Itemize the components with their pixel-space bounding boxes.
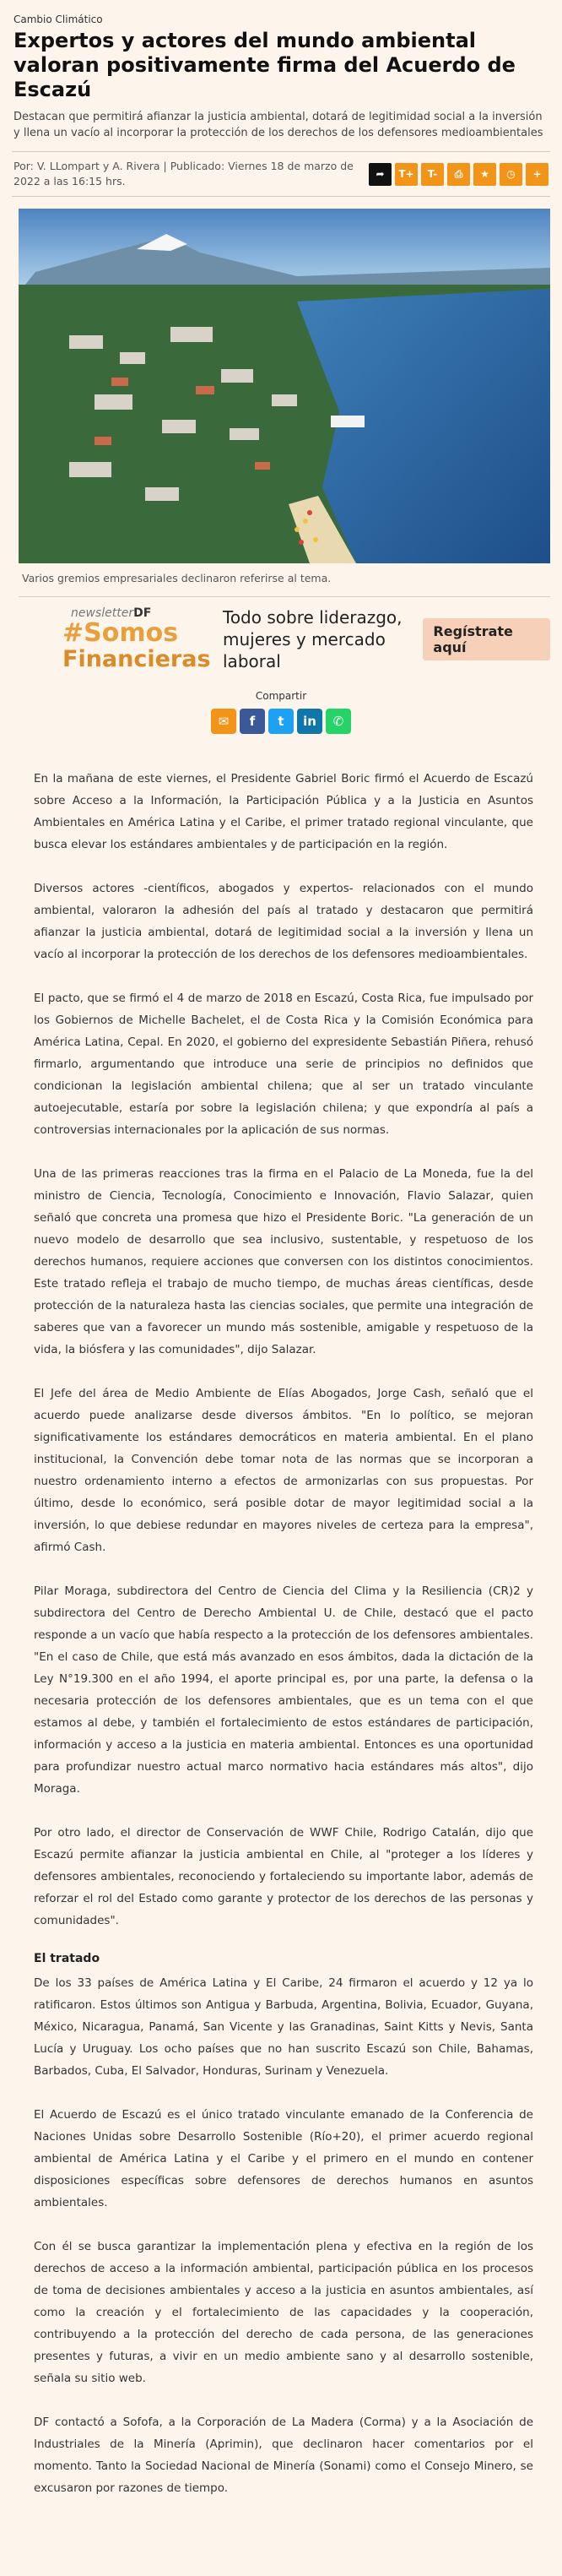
facebook-icon[interactable]: f — [240, 709, 265, 734]
newsletter-line1: #Somos — [62, 618, 179, 648]
meta-bar — [12, 151, 550, 197]
font-decrease-button[interactable]: T- — [421, 163, 444, 186]
paragraph: El pacto, que se firmó el 4 de marzo de 2018 en Escazú, Costa Rica, fue impulsado por los Gobiernos de Michelle Bachelet, el de Costa Rica y la Comisión Económica para América Latina, Cepal. En 2020, el gobierno del expresidente Sebastián Piñera, rehusó firmarlo, argumentando que introduce una serie de principios no definidos que condicionan la legislación ambiental chilena; que al ser un tratado vinculante autoejecutable, estaría por sobre la legislación chilena; y que expondría al país a controversias internacionales por la aplicación de sus normas. — [34, 992, 533, 1137]
section-label[interactable]: Cambio Climático — [14, 14, 103, 25]
font-increase-button[interactable]: T+ — [395, 163, 418, 186]
paragraph: El Acuerdo de Escazú es el único tratado vinculante emanado de la Conferencia de Naciones Unidas sobre Desarrollo Sostenible (Río+20), el primer acuerdo regional ambiental de América Latina y el Caribe y el primero en el mundo en contener disposiciones específicas sobre defensores de derechos humanos en asuntos ambientales. — [34, 2108, 533, 2209]
paragraph: DF contactó a Sofofa, a la Corporación de La Madera (Corma) y a la Asociación de Industriales de la Minería (Aprimin), que declinaron hacer comentarios por el momento. Tanto la Sociedad Nacional de Minería (Sonami) como el Consejo Minero, se excusaron por razones de tiempo. — [34, 2416, 533, 2495]
paragraph: Por otro lado, el director de Conservación de WWF Chile, Rodrigo Catalán, dijo que Escazú permite afianzar la justicia ambiental en Chile, al "proteger a los líderes y defensores ambientales, reconociendo y fortaleciendo su importante labor, además de reforzar el rol del Estado como garante y protector de los derechos de las personas y comunidades". — [34, 1826, 533, 1927]
hero-image — [19, 209, 550, 563]
history-icon[interactable]: ◷ — [500, 163, 522, 186]
more-icon[interactable]: + — [526, 163, 548, 186]
paragraph: Diversos actores -científicos, abogados y expertos- relacionados con el mundo ambiental, valoraron la adhesión del país al tratado y destacaron que permitirá afianzar la justicia ambiental, dotará de legitimidad social a la inversión y llena un vacío al incorporar la protección de los derechos de los defensores medioambientales. — [34, 882, 533, 961]
image-caption: Varios gremios empresariales declinaron referirse al tema. — [22, 572, 332, 584]
newsletter-banner[interactable] — [12, 597, 550, 682]
paragraph: Pilar Moraga, subdirectora del Centro de Ciencia del Clima y la Resiliencia (CR)2 y subdirectora del Centro de Derecho Ambiental U. de Chile, destacó que el pacto responde a un vacío que había respecto a la protección de los defensores ambientales. "En el caso de Chile, que está más avanzado en esos ámbitos, dada la dictación de la Ley N°19.300 en el año 1994, el aporte principal es, por una parte, la defensa o la necesaria protección de los defensores ambientales, que es un tema con el que estamos al debe, y también el fortalecimiento de estos estándares de participación, información y acceso a la justicia en materia ambiental. Entonces es una oportunidad para profundizar nuestro actual marco normativo hacia estándares más altos", dijo Moraga. — [34, 1584, 533, 1796]
newsletter-line2: Financieras — [62, 646, 211, 672]
newsletter-tagline: Todo sobre liderazgo, mujeres y mercado laboral — [223, 607, 403, 671]
article-title: Expertos y actores del mundo ambiental valoran positivamente firma del Acuerdo de Escazú — [14, 29, 516, 101]
twitter-icon[interactable]: t — [268, 709, 294, 734]
newsletter-logo — [62, 606, 211, 672]
favorite-icon[interactable]: ★ — [473, 163, 496, 186]
newsletter-brand-bold: DF — [133, 606, 152, 620]
subheading: El tratado — [34, 1952, 100, 1965]
article-lead: Destacan que permitirá afianzar la justicia ambiental, dotará de legitimidad social a la inversión y llena un vacío al incorporar la protección de los derechos de los defensores medioambientales — [14, 111, 543, 139]
share-section — [12, 690, 550, 734]
newsletter-brand-small: newsletter — [71, 606, 134, 620]
newsletter-signup-button[interactable]: Regístrate aquí — [423, 618, 550, 660]
paragraph: Una de las primeras reacciones tras la firma en el Palacio de La Moneda, fue la del ministro de Ciencia, Tecnología, Conocimiento e Innovación, Flavio Salazar, quien señaló que concreta una promesa que hizo el Presidente Boric. "La generación de un nuevo modelo de desarrollo que sea inclusivo, sustentable, y respetuoso de los derechos humanos, requiere acciones que conversen con los distintos conocimientos. Este tratado refleja el trabajo de mucho tiempo, de muchas áreas científicas, desde protección de la naturaleza hasta las ciencias sociales, que permite una integración de saberes que van a favorecer un mundo más sostenible, amigable y respetuoso de la vida, la biósfera y las comunidades", dijo Salazar. — [34, 1167, 533, 1356]
article-toolbar — [369, 163, 548, 186]
share-icons — [211, 709, 351, 734]
share-label: Compartir — [255, 690, 307, 702]
paragraph: En la mañana de este viernes, el Presidente Gabriel Boric firmó el Acuerdo de Escazú sobre Acceso a la Información, la Participación Pública y a la Justicia en Asuntos Ambientales en América Latina y el Caribe, el primer tratado regional vinculante, que busca elevar los estándares ambientales y de participación en la región. — [34, 772, 533, 851]
article-body — [12, 734, 550, 2499]
paragraph: De los 33 países de América Latina y El Caribe, 24 firmaron el acuerdo y 12 ya lo ratificaron. Estos últimos son Antigua y Barbuda, Argentina, Bolivia, Ecuador, Guyana, México, Nicaragua, Panamá, San Vicente y las Granadinas, Saint Kitts y Nevis, Santa Lucía y Uruguay. Los ocho países que no han suscrito Escazú son Chile, Bahamas, Barbados, Cuba, El Salvador, Honduras, Surinam y Venezuela. — [34, 1976, 533, 2078]
whatsapp-icon[interactable]: ✆ — [326, 709, 351, 734]
byline: Por: V. LLompart y A. Rivera | Publicado: Viernes 18 de marzo de 2022 a las 16:15 hrs. — [14, 160, 354, 187]
email-icon[interactable]: ✉ — [211, 709, 236, 734]
share-icon[interactable]: ➦ — [369, 163, 392, 186]
paragraph: Con él se busca garantizar la implementación plena y efectiva en la región de los derechos de acceso a la información ambiental, participación pública en los procesos de toma de decisiones ambientales y acceso a la justicia en asuntos ambientales, así como la creación y el fortalecimiento de las capacidades y la cooperación, contribuyendo a la protección del derecho de cada persona, de las generaciones presentes y futuras, a vivir en un medio ambiente sano y al desarrollo sostenible, señala su sitio web. — [34, 2240, 533, 2385]
linkedin-icon[interactable]: in — [297, 709, 322, 734]
print-icon[interactable]: ⎙ — [447, 163, 470, 186]
lake-town-illustration — [19, 209, 550, 563]
paragraph: El Jefe del área de Medio Ambiente de Elías Abogados, Jorge Cash, señaló que el acuerdo puede analizarse desde diversos ámbitos. "En lo político, se mejoran significativamente los estándares democráticos en materia ambiental. En el plano institucional, la Convención debe tomar nota de las normas que se incorporan a nuestro ordenamiento interno a efectos de armonizarlas con sus propuestas. Por último, desde lo económico, será posible dotar de mayor legitimidad social a la inversión, lo que debiese redundar en mayores niveles de certeza para la empresa", afirmó Cash. — [34, 1387, 533, 1554]
